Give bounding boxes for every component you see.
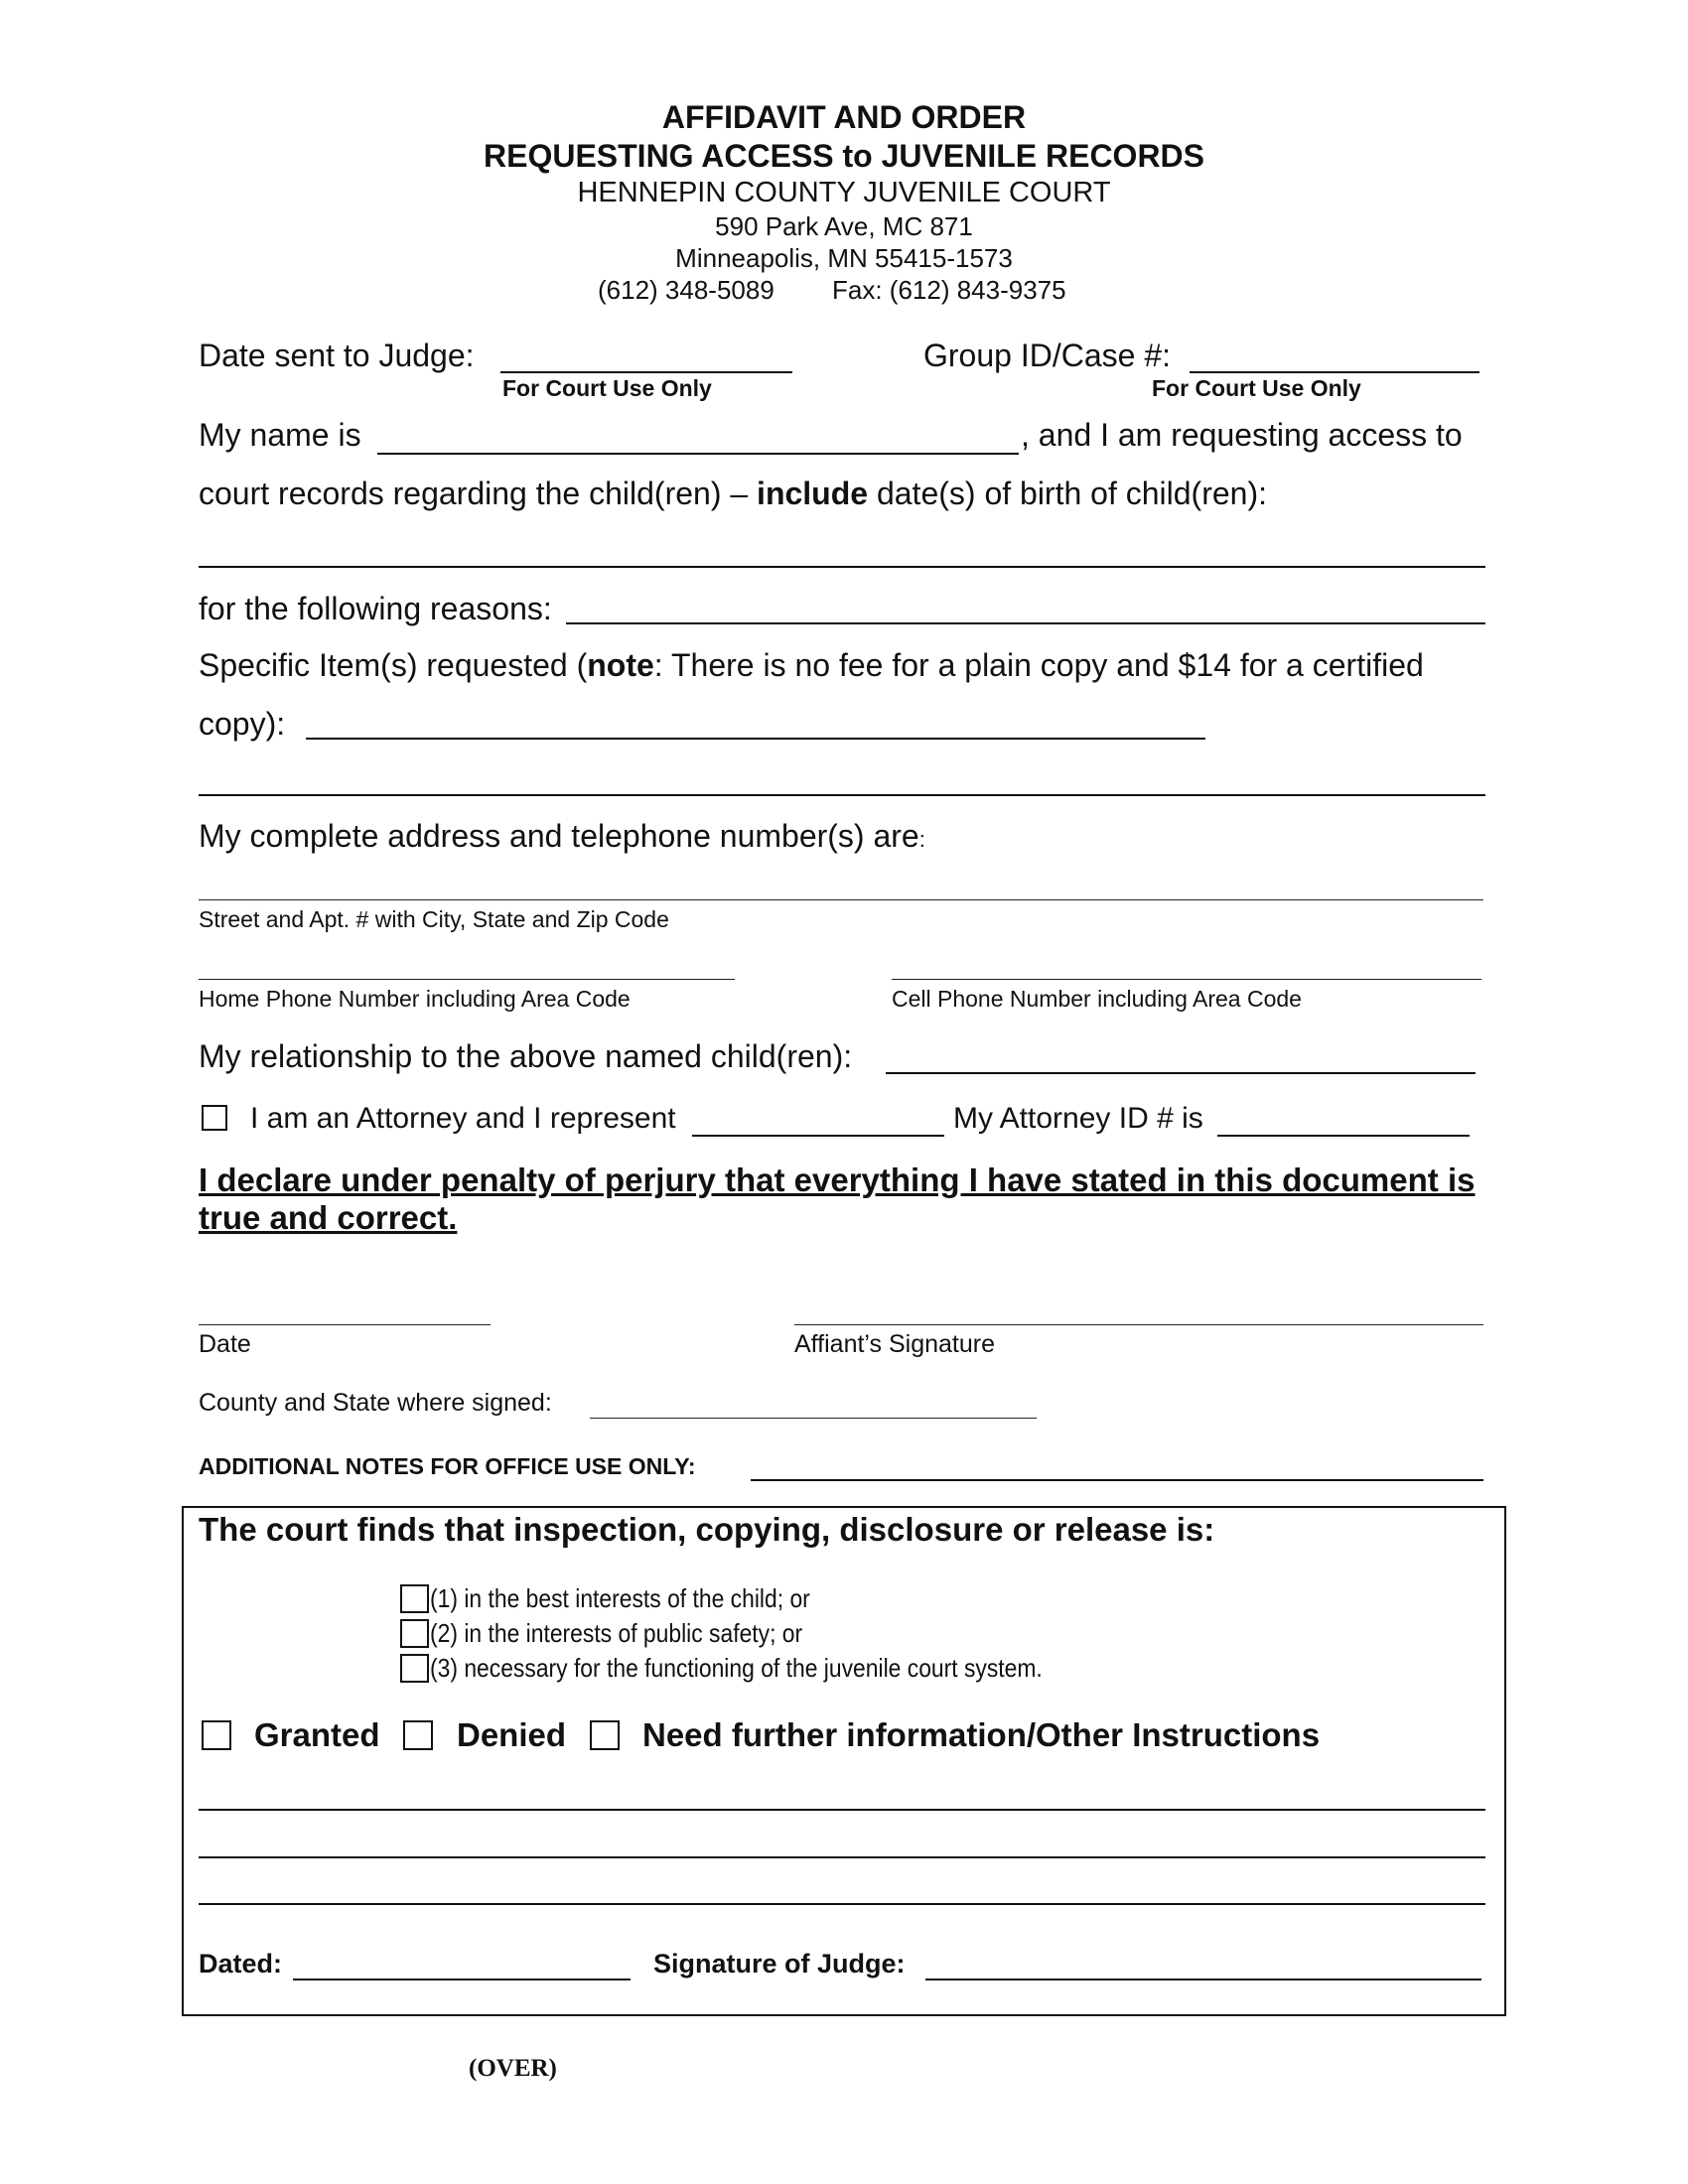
judge-signature-label: Signature of Judge: [653, 1949, 906, 1979]
denied-checkbox[interactable] [403, 1720, 433, 1750]
dated-field[interactable] [293, 1979, 631, 1980]
date-sent-label: Date sent to Judge: [199, 338, 475, 373]
county-label: County and State where signed: [199, 1389, 552, 1417]
office-notes-field[interactable] [751, 1479, 1483, 1481]
form-title: AFFIDAVIT AND ORDER [661, 99, 1027, 135]
court-finds-heading: The court finds that inspection, copying, disclosure or release is: [199, 1511, 1215, 1548]
name-prefix: My name is [199, 417, 361, 453]
court-name: HENNEPIN COUNTY JUVENILE COURT [577, 177, 1111, 208]
granted-label: Granted [254, 1716, 380, 1753]
attorney-id-field[interactable] [1217, 1135, 1470, 1137]
street-caption: Street and Apt. # with City, State and Zip Code [199, 906, 669, 932]
group-id-label: Group ID/Case #: [923, 338, 1171, 373]
records-sentence: court records regarding the child(ren) – include date(s) of birth of child(ren): [199, 476, 1267, 511]
items-sentence: Specific Item(s) requested (note: There is no fee for a plain copy and $14 for a certified [199, 647, 1424, 683]
attorney-checkbox[interactable] [202, 1105, 227, 1131]
need-info-label: Need further information/Other Instructions [642, 1716, 1321, 1753]
court-order-box [182, 1506, 1506, 2016]
affiant-caption: Affiant’s Signature [794, 1330, 995, 1358]
judge-signature-field[interactable] [925, 1979, 1481, 1980]
granted-checkbox[interactable] [202, 1720, 231, 1750]
address-label: My complete address and telephone number(s) are: [199, 818, 925, 854]
relationship-field[interactable] [886, 1072, 1476, 1074]
court-phone: (612) 348-5089 [598, 275, 774, 305]
relationship-label: My relationship to the above named child(ren): [199, 1038, 853, 1074]
name-field[interactable] [377, 453, 1019, 455]
finding-public-safety-label: (2) in the interests of public safety; or [430, 1618, 803, 1648]
attorney-label: I am an Attorney and I represent [250, 1102, 676, 1135]
items-field-continued[interactable] [199, 794, 1485, 796]
form-subtitle: REQUESTING ACCESS to JUVENILE RECORDS [483, 138, 1204, 174]
finding-best-interests-label: (1) in the best interests of the child; or [430, 1583, 810, 1613]
court-use-note: For Court Use Only [502, 375, 712, 401]
perjury-declaration: I declare under penalty of perjury that everything I have stated in this document is true and correct. [199, 1161, 1476, 1236]
instructions-line[interactable] [199, 1856, 1485, 1858]
instructions-line[interactable] [199, 1809, 1485, 1811]
finding-best-interests-checkbox[interactable] [400, 1584, 429, 1613]
county-field[interactable] [590, 1418, 1037, 1419]
denied-label: Denied [457, 1716, 567, 1753]
date-signature-field[interactable] [199, 1324, 491, 1325]
court-fax: Fax: (612) 843-9375 [832, 275, 1066, 305]
items-field[interactable] [306, 738, 1205, 740]
over-indicator: (OVER) [469, 2055, 557, 2082]
date-sent-field[interactable] [500, 371, 792, 373]
need-info-checkbox[interactable] [590, 1720, 620, 1750]
street-field[interactable] [199, 899, 1483, 900]
group-id-field[interactable] [1190, 371, 1479, 373]
cell-phone-field[interactable] [892, 979, 1481, 980]
court-address-street: 590 Park Ave, MC 871 [715, 211, 973, 241]
attorney-id-label: My Attorney ID # is [953, 1102, 1203, 1135]
home-phone-caption: Home Phone Number including Area Code [199, 986, 631, 1012]
attorney-represent-field[interactable] [692, 1135, 944, 1137]
home-phone-field[interactable] [199, 979, 735, 980]
date-caption: Date [199, 1330, 251, 1358]
affiant-signature-field[interactable] [794, 1324, 1483, 1325]
instructions-line[interactable] [199, 1903, 1485, 1905]
finding-court-system-checkbox[interactable] [400, 1654, 429, 1683]
finding-court-system-label: (3) necessary for the functioning of the juvenile court system. [430, 1653, 1043, 1683]
finding-public-safety-checkbox[interactable] [400, 1619, 429, 1648]
child-dob-field[interactable] [199, 566, 1485, 568]
cell-phone-caption: Cell Phone Number including Area Code [892, 986, 1302, 1012]
court-address-city: Minneapolis, MN 55415-1573 [675, 243, 1013, 273]
reasons-field[interactable] [566, 622, 1485, 624]
court-use-note: For Court Use Only [1152, 375, 1361, 401]
office-notes-label: ADDITIONAL NOTES FOR OFFICE USE ONLY: [199, 1453, 696, 1479]
reasons-label: for the following reasons: [199, 591, 552, 626]
name-suffix: , and I am requesting access to [1021, 417, 1463, 453]
dated-label: Dated: [199, 1949, 283, 1979]
copy-label: copy): [199, 706, 286, 742]
